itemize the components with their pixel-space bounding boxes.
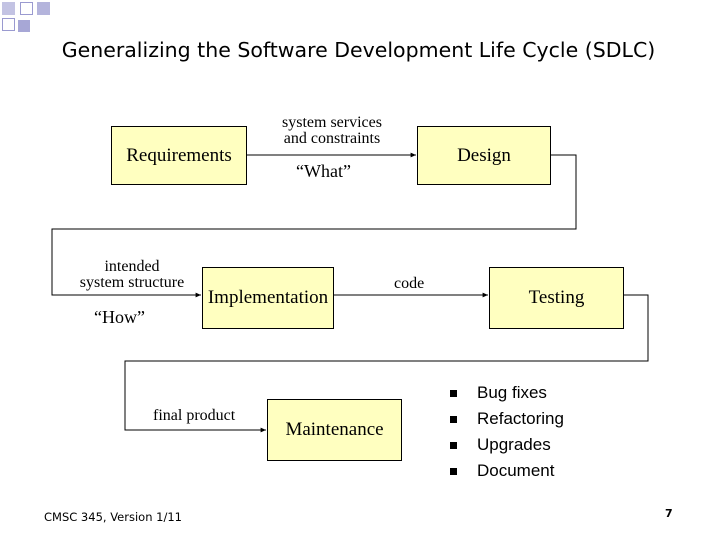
label-line: system structure bbox=[79, 274, 185, 291]
final-product-label: final product bbox=[153, 407, 236, 424]
bullet-square-icon bbox=[450, 468, 457, 475]
what-quote: “What” bbox=[296, 161, 351, 181]
list-item bbox=[448, 380, 564, 406]
maintenance-label: Maintenance bbox=[285, 419, 384, 440]
list-item bbox=[448, 458, 564, 484]
slide-title: Generalizing the Software Development Life Cycle (SDLC) bbox=[61, 38, 656, 62]
req-design-label bbox=[262, 115, 402, 147]
list-item bbox=[448, 432, 564, 458]
how-quote: “How” bbox=[94, 307, 145, 327]
code-label: code bbox=[394, 275, 425, 292]
label-line: and constraints bbox=[283, 130, 381, 147]
page-number: 7 bbox=[665, 507, 673, 520]
bullet-square-icon bbox=[450, 416, 457, 423]
design-box bbox=[417, 126, 551, 185]
label-line: system services bbox=[282, 114, 382, 131]
requirements-box bbox=[111, 126, 247, 185]
list-item-text: Document bbox=[477, 461, 555, 480]
testing-box bbox=[489, 267, 624, 329]
slide-footer: CMSC 345, Version 1/11 bbox=[44, 510, 182, 524]
requirements-label: Requirements bbox=[126, 144, 232, 166]
design-label: Design bbox=[457, 144, 511, 166]
implementation-label: Implementation bbox=[207, 287, 329, 308]
testing-label: Testing bbox=[528, 287, 585, 308]
list-item bbox=[448, 406, 564, 432]
list-item-text: Upgrades bbox=[477, 435, 551, 454]
bullet-square-icon bbox=[450, 442, 457, 449]
list-item-text: Bug fixes bbox=[477, 383, 547, 402]
bullet-square-icon bbox=[450, 390, 457, 397]
implementation-box bbox=[202, 267, 334, 329]
maintenance-box bbox=[267, 399, 402, 461]
maintenance-activities-list bbox=[448, 380, 564, 484]
list-item-text: Refactoring bbox=[477, 409, 564, 428]
design-impl-label bbox=[62, 259, 202, 291]
label-line: intended bbox=[104, 258, 160, 275]
